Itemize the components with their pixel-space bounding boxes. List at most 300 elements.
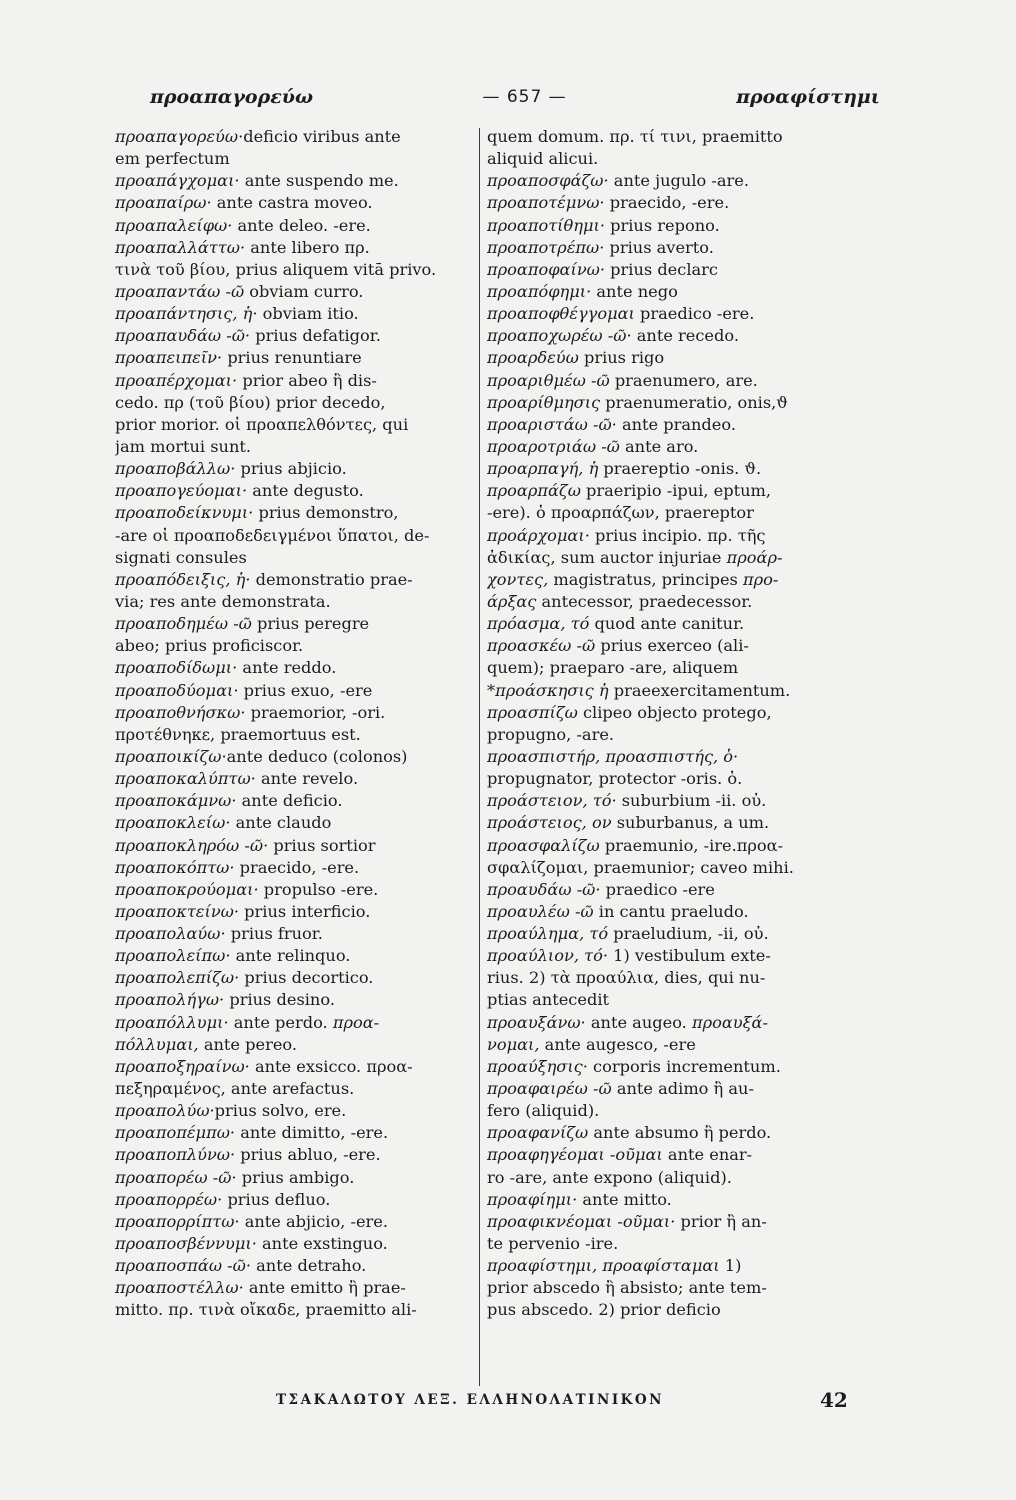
definition-text: ptias antecedit xyxy=(487,990,609,1010)
headword: προαπολείπω· xyxy=(115,946,231,966)
left-column xyxy=(115,126,475,1322)
entry-line xyxy=(487,1189,887,1211)
definition-text: prius peregre xyxy=(251,614,370,634)
headword: προαποκρούομαι· xyxy=(115,879,259,899)
definition-text: πεξηραμένος, ante arefactus. xyxy=(115,1079,355,1099)
headword: προαπαγορεύω xyxy=(115,127,239,146)
entry-line xyxy=(487,1233,887,1255)
entry-line xyxy=(487,525,887,547)
headword: προαποφαίνω· xyxy=(487,259,606,279)
definition-text: ante deficio. xyxy=(236,791,343,811)
headword: προάρχομαι· xyxy=(487,525,590,545)
entry-line xyxy=(487,967,887,989)
entry-line xyxy=(487,347,887,369)
entry-line xyxy=(115,1144,475,1166)
headword: προαπαυδάω -ῶ· xyxy=(115,326,251,346)
definition-text: ante castra moveo. xyxy=(211,193,373,213)
entry-line xyxy=(487,569,887,591)
definition-text: quem domum. πρ. τί τινι, praemitto xyxy=(487,127,783,146)
headword: προαποικίζω xyxy=(115,746,222,766)
headword: χοντες, xyxy=(487,569,549,589)
entry-line xyxy=(115,1211,475,1233)
headword: προαπορέω -ῶ· xyxy=(115,1167,237,1187)
entry-line xyxy=(487,370,887,392)
publisher-footer: ΤΣΑΚΑΛΩΤΟΥ ΛΕΞ. ΕΛΛΗΝΟΛΑΤΙΝΙΚΟΝ xyxy=(276,1392,664,1408)
definition-text: jam mortui sunt. xyxy=(115,436,252,456)
definition-text: prius desino. xyxy=(224,990,335,1010)
headword: προαύξησις· xyxy=(487,1056,588,1076)
entry-line xyxy=(115,1078,475,1100)
entry-line xyxy=(487,392,887,414)
entry-line xyxy=(115,1100,475,1122)
definition-text: praereptio -onis. ϑ. xyxy=(598,459,762,479)
headword: προαπολύω xyxy=(115,1101,210,1121)
headword: προαπορρέω· xyxy=(115,1189,223,1209)
entry-line xyxy=(115,148,475,170)
entry-line xyxy=(487,414,887,436)
definition-text: suburbium -ii. οὐ. xyxy=(616,791,767,811)
entry-line xyxy=(115,657,475,679)
definition-text: propugno, -are. xyxy=(487,724,615,744)
headword: προαύλιον, τό· xyxy=(487,946,609,966)
entry-line xyxy=(487,613,887,635)
entry-line xyxy=(115,790,475,812)
entry-line xyxy=(115,502,475,524)
entry-line xyxy=(115,635,475,657)
definition-text: ante mitto. xyxy=(577,1189,672,1209)
definition-text: clipeo objecto protego, xyxy=(577,702,772,722)
headword: προαυξά- xyxy=(691,1012,768,1032)
entry-line xyxy=(487,170,887,192)
entry-line xyxy=(115,1012,475,1034)
entry-line xyxy=(487,126,887,148)
definition-text: ante detraho. xyxy=(251,1256,367,1276)
definition-text: prius defatigor. xyxy=(250,326,381,346)
entry-line xyxy=(487,259,887,281)
entry-line xyxy=(487,215,887,237)
entry-line xyxy=(115,702,475,724)
entry-line xyxy=(115,480,475,502)
definition-text: ante enar- xyxy=(662,1145,753,1165)
definition-text: ·deficio viribus ante xyxy=(238,127,401,146)
definition-text: prius ambigo. xyxy=(236,1167,355,1187)
definition-text: propulso -ere. xyxy=(258,879,379,899)
entry-line xyxy=(487,1034,887,1056)
right-column xyxy=(487,126,887,1322)
headword: προαρπαγή, ἡ xyxy=(487,459,599,479)
entry-line xyxy=(487,1012,887,1034)
definition-text: -are οἱ προαποδεδειγμένοι ὕπατοι, de- xyxy=(115,525,430,545)
definition-text: abeo; prius proficiscor. xyxy=(115,636,304,656)
definition-text: corporis incrementum. xyxy=(587,1056,781,1076)
entry-line xyxy=(115,613,475,635)
definition-text: obviam itio. xyxy=(257,304,359,324)
definition-text: quod ante canitur. xyxy=(589,614,745,634)
entry-line xyxy=(487,1056,887,1078)
headword: προαποτέμνω· xyxy=(487,193,605,213)
definition-text: ante suspendo me. xyxy=(239,171,399,191)
definition-text: prius demonstro, xyxy=(253,503,399,523)
headword: προαποδίδωμι· xyxy=(115,658,238,678)
headword: προαποστέλλω· xyxy=(115,1278,244,1298)
definition-text: ante libero πρ. xyxy=(245,237,370,257)
definition-text: magistratus, principes xyxy=(548,569,744,589)
headword: προαποπέμπω· xyxy=(115,1123,236,1143)
definition-text: cedo. πρ (τοῦ βίου) prior decedo, xyxy=(115,392,386,412)
left-guide-word: προαπαγορεύω xyxy=(150,86,314,108)
definition-text: prius incipio. πρ. τῆς xyxy=(589,525,766,545)
entry-line xyxy=(487,480,887,502)
definition-text: ante revelo. xyxy=(255,769,359,789)
headword: προάστειος, ον xyxy=(487,813,612,833)
entry-line xyxy=(487,325,887,347)
headword: προαπόδειξις, ἡ· xyxy=(115,569,251,589)
headword: προαφηγέομαι -οῦμαι xyxy=(487,1145,663,1165)
page-header xyxy=(150,80,880,114)
definition-text: ante deleo. -ere. xyxy=(232,215,371,235)
definition-text: prius repono. xyxy=(604,215,720,235)
headword: προαύλημα, τό xyxy=(487,924,609,944)
signature-mark: 42 xyxy=(820,1388,848,1412)
headword: προαποδείκνυμι· xyxy=(115,503,254,523)
headword: προαπολήγω· xyxy=(115,990,225,1010)
definition-text: suburbanus, a um. xyxy=(611,813,770,833)
definition-text: ante absumo ἢ perdo. xyxy=(588,1123,772,1143)
definition-text: prior morior. οἱ προαπελθόντες, qui xyxy=(115,414,409,434)
entry-line xyxy=(115,1233,475,1255)
definition-text: ante jugulo -are. xyxy=(608,171,749,191)
entry-line xyxy=(115,1056,475,1078)
definition-text: ante aro. xyxy=(619,436,699,456)
headword: προαρπάζω xyxy=(487,481,581,501)
headword: προαποβάλλω· xyxy=(115,459,236,479)
definition-text: σφαλίζομαι, praemunior; caveo mihi. xyxy=(487,857,794,877)
entry-line xyxy=(115,170,475,192)
definition-text: ante adimo ἢ au- xyxy=(611,1079,754,1099)
entry-line xyxy=(115,436,475,458)
entry-line xyxy=(115,237,475,259)
definition-text: prius abluo, -ere. xyxy=(235,1145,381,1165)
definition-text: ante perdo. xyxy=(228,1012,333,1032)
definition-text: demonstratio prae- xyxy=(250,569,413,589)
entry-line xyxy=(115,746,475,768)
headword: προαπόφημι· xyxy=(487,281,592,301)
definition-text: in cantu praeludo. xyxy=(593,901,749,921)
definition-text: ·prius solvo, ere. xyxy=(209,1101,347,1121)
headword: προαπάγχομαι· xyxy=(115,171,240,191)
entry-line xyxy=(487,237,887,259)
headword: *προάσκησις ἡ xyxy=(487,680,609,700)
right-guide-word: προαφίστημι xyxy=(736,86,880,108)
entry-line xyxy=(487,458,887,480)
entry-line xyxy=(115,879,475,901)
entry-line xyxy=(487,680,887,702)
definition-text: τινὰ τοῦ βίου, prius aliquem vitā privo. xyxy=(115,259,437,279)
definition-text: praeexercitamentum. xyxy=(608,680,791,700)
definition-text: prius averto. xyxy=(604,237,714,257)
headword: προαριστάω -ῶ· xyxy=(487,414,617,434)
definition-text: praemunio, -ire.προα- xyxy=(599,835,784,855)
entry-line xyxy=(115,967,475,989)
definition-text: fero (aliquid). xyxy=(487,1101,600,1121)
headword: προαποσφάζω· xyxy=(487,171,609,191)
definition-text: aliquid alicui. xyxy=(487,149,599,169)
column-divider xyxy=(479,128,480,1386)
headword: προαποκτείνω· xyxy=(115,901,240,921)
headword: προαποπλύνω· xyxy=(115,1145,236,1165)
definition-text: ante recedo. xyxy=(631,326,739,346)
headword: προαποκαλύπτω· xyxy=(115,769,256,789)
entry-line xyxy=(487,857,887,879)
entry-line xyxy=(115,414,475,436)
headword: προασκέω -ῶ xyxy=(487,636,596,656)
entry-line xyxy=(487,945,887,967)
definition-text: prius interficio. xyxy=(239,901,371,921)
definition-text: quem); praeparo -are, aliquem xyxy=(487,658,739,678)
definition-text: praecido, -ere. xyxy=(234,857,360,877)
entry-line xyxy=(115,370,475,392)
headword: προασπίζω xyxy=(487,702,578,722)
definition-text: via; res ante demonstrata. xyxy=(115,591,331,611)
definition-text: em perfectum xyxy=(115,149,230,169)
definition-text: ante emitto ἢ prae- xyxy=(243,1278,406,1298)
definition-text: obviam curro. xyxy=(244,281,364,301)
definition-text: prior abscedo ἢ absisto; ante tem- xyxy=(487,1278,767,1298)
headword: προαποδημέω -ῶ xyxy=(115,614,252,634)
definition-text: ante exsicco. προα- xyxy=(249,1056,413,1076)
headword: προαπαλλάττω· xyxy=(115,237,246,257)
headword: προάστειον, τό· xyxy=(487,791,617,811)
entry-line xyxy=(487,812,887,834)
entry-line xyxy=(487,901,887,923)
headword: προαφαιρέω -ῶ xyxy=(487,1079,612,1099)
entry-line xyxy=(115,1122,475,1144)
entry-line xyxy=(115,680,475,702)
definition-text: praenumero, are. xyxy=(609,370,758,390)
entry-line xyxy=(115,1299,475,1321)
entry-line xyxy=(487,879,887,901)
headword: προαπαίρω· xyxy=(115,193,212,213)
headword: προαπολεπίζω· xyxy=(115,968,240,988)
definition-text: 1) vestibulum exte- xyxy=(608,946,771,966)
entry-line xyxy=(115,126,475,148)
definition-text: προτέθνηκε, praemortuus est. xyxy=(115,724,361,744)
definition-text: ante pereo. xyxy=(198,1034,298,1054)
definition-text: ante dimitto, -ere. xyxy=(235,1123,389,1143)
definition-text: prius exerceo (ali- xyxy=(595,636,749,656)
entry-line xyxy=(115,989,475,1011)
definition-text: ante degusto. xyxy=(247,481,364,501)
definition-text: ro -are, ante expono (aliquid). xyxy=(487,1167,732,1187)
headword: προαποξηραίνω· xyxy=(115,1056,250,1076)
entry-line xyxy=(115,857,475,879)
headword: προαποσπάω -ῶ· xyxy=(115,1256,251,1276)
entry-line xyxy=(487,1255,887,1277)
headword: προαποτίθημι· xyxy=(487,215,605,235)
entry-line xyxy=(115,945,475,967)
headword: προάρ- xyxy=(726,547,783,567)
definition-text: praemorior, -ori. xyxy=(245,702,386,722)
entry-line xyxy=(115,525,475,547)
definition-text: signati consules xyxy=(115,547,247,567)
entry-line xyxy=(115,192,475,214)
definition-text: ἀδικίας, sum auctor injuriae xyxy=(487,547,727,567)
headword: προαριθμέω -ῶ xyxy=(487,370,610,390)
entry-line xyxy=(115,768,475,790)
entry-line xyxy=(487,989,887,1011)
entry-line xyxy=(115,923,475,945)
definition-text: ante nego xyxy=(591,281,678,301)
entry-line xyxy=(487,148,887,170)
entry-line xyxy=(115,591,475,613)
headword: προαυλέω -ῶ xyxy=(487,901,594,921)
definition-text: ante relinquo. xyxy=(230,946,351,966)
entry-line xyxy=(487,1122,887,1144)
definition-text: prior ἢ an- xyxy=(675,1211,767,1231)
headword: προαρίθμησις xyxy=(487,392,601,412)
entry-line xyxy=(115,215,475,237)
headword: άρξας xyxy=(487,591,537,611)
definition-text: pus abscedo. 2) prior deficio xyxy=(487,1300,721,1320)
entry-line xyxy=(115,835,475,857)
entry-line xyxy=(487,1144,887,1166)
definition-text: antecessor, praedecessor. xyxy=(536,591,753,611)
definition-text: prius abjicio. xyxy=(235,459,347,479)
definition-text: ante exstinguo. xyxy=(256,1234,388,1254)
entry-line xyxy=(115,325,475,347)
headword: προαπαντάω -ῶ xyxy=(115,281,245,301)
definition-text: praenumeratio, onis,ϑ xyxy=(600,392,788,412)
headword: προαρδεύω xyxy=(487,348,579,368)
entry-line xyxy=(487,635,887,657)
headword: προαποτρέπω· xyxy=(487,237,605,257)
entry-line xyxy=(487,768,887,790)
headword: προασπιστήρ, προασπιστής, ὁ· xyxy=(487,746,739,766)
definition-text: prior abeo ἢ dis- xyxy=(237,370,377,390)
headword: προαποθνήσκω· xyxy=(115,702,246,722)
entry-line xyxy=(115,1189,475,1211)
entry-line xyxy=(487,1299,887,1321)
headword: προαποκάμνω· xyxy=(115,791,237,811)
definition-text: prius sortior xyxy=(268,835,376,855)
headword: προαπόλλυμι· xyxy=(115,1012,229,1032)
definition-text: ante reddo. xyxy=(237,658,337,678)
entry-line xyxy=(487,923,887,945)
definition-text: ·ante deduco (colonos) xyxy=(221,746,408,766)
entry-line xyxy=(487,1167,887,1189)
entry-line xyxy=(487,1211,887,1233)
entry-line xyxy=(487,1277,887,1299)
entry-line xyxy=(115,901,475,923)
headword: προαπέρχομαι· xyxy=(115,370,238,390)
entry-line xyxy=(115,1255,475,1277)
headword: προαροτριάω -ῶ xyxy=(487,436,620,456)
entry-line xyxy=(487,502,887,524)
definition-text: praedico -ere xyxy=(600,879,715,899)
headword: προαπαλείφω· xyxy=(115,215,233,235)
entry-line xyxy=(115,812,475,834)
headword: προασφαλίζω xyxy=(487,835,600,855)
entry-line xyxy=(115,259,475,281)
entry-line xyxy=(115,569,475,591)
headword: προαπειπεῖν· xyxy=(115,348,223,368)
definition-text: rius. 2) τὰ προαύλια, dies, qui nu- xyxy=(487,968,766,988)
entry-line xyxy=(487,303,887,325)
headword: προα- xyxy=(332,1012,380,1032)
entry-line xyxy=(487,702,887,724)
headword: πόλλυμαι, xyxy=(115,1034,199,1054)
definition-text: 1) xyxy=(719,1256,742,1276)
entry-line xyxy=(487,835,887,857)
definition-text: prius defluo. xyxy=(222,1189,331,1209)
definition-text: ante abjicio, -ere. xyxy=(239,1211,389,1231)
definition-text: te pervenio -ire. xyxy=(487,1234,619,1254)
entry-line xyxy=(115,724,475,746)
definition-text: ante prandeo. xyxy=(616,414,736,434)
entry-line xyxy=(487,790,887,812)
headword: προαποκόπτω· xyxy=(115,857,235,877)
entry-line xyxy=(115,1277,475,1299)
entry-line xyxy=(115,347,475,369)
headword: προαυδάω -ῶ· xyxy=(487,879,601,899)
headword: προαφικνέομαι -οῦμαι· xyxy=(487,1211,676,1231)
entry-line xyxy=(487,1078,887,1100)
entry-line xyxy=(115,1167,475,1189)
headword: πρόασμα, τό xyxy=(487,614,590,634)
entry-line xyxy=(487,192,887,214)
headword: νομαι, xyxy=(487,1034,540,1054)
definition-text: -ere). ὁ προαρπάζων, praereptor xyxy=(487,503,754,523)
entry-line xyxy=(487,591,887,613)
headword: προαυξάνω· xyxy=(487,1012,586,1032)
entry-line xyxy=(487,547,887,569)
entry-line xyxy=(487,657,887,679)
headword: προαπορρίπτω· xyxy=(115,1211,240,1231)
definition-text: ante claudo xyxy=(230,813,332,833)
definition-text: propugnator, protector -oris. ὁ. xyxy=(487,769,743,789)
headword: προαποσβέννυμι· xyxy=(115,1234,257,1254)
entry-line xyxy=(487,436,887,458)
headword: προαφίστημι, προαφίσταμαι xyxy=(487,1256,720,1276)
headword: προ- xyxy=(743,569,779,589)
entry-line xyxy=(115,303,475,325)
headword: προαποδύομαι· xyxy=(115,680,239,700)
entry-line xyxy=(115,547,475,569)
entry-line xyxy=(115,281,475,303)
definition-text: praedico -ere. xyxy=(634,304,755,324)
headword: προαποφθέγγομαι xyxy=(487,304,635,324)
headword: προαπογεύομαι· xyxy=(115,481,248,501)
headword: προαφανίζω xyxy=(487,1123,589,1143)
page-number: — 657 — xyxy=(482,87,567,107)
headword: προαποκλείω· xyxy=(115,813,231,833)
entry-line xyxy=(487,281,887,303)
definition-text: prius rigo xyxy=(578,348,665,368)
definition-text: praeripio -ipui, eptum, xyxy=(580,481,771,501)
definition-text: prius exuo, -ere xyxy=(238,680,373,700)
entry-line xyxy=(115,1034,475,1056)
definition-text: ante augesco, -ere xyxy=(539,1034,696,1054)
entry-line xyxy=(487,746,887,768)
definition-text: prius decortico. xyxy=(239,968,374,988)
definition-text: ante augeo. xyxy=(585,1012,692,1032)
definition-text: prius renuntiare xyxy=(222,348,362,368)
headword: προαπάντησις, ἡ· xyxy=(115,304,258,324)
definition-text: prius declarc xyxy=(605,259,718,279)
entry-line xyxy=(115,458,475,480)
entry-line xyxy=(115,392,475,414)
headword: προαποχωρέω -ῶ· xyxy=(487,326,632,346)
